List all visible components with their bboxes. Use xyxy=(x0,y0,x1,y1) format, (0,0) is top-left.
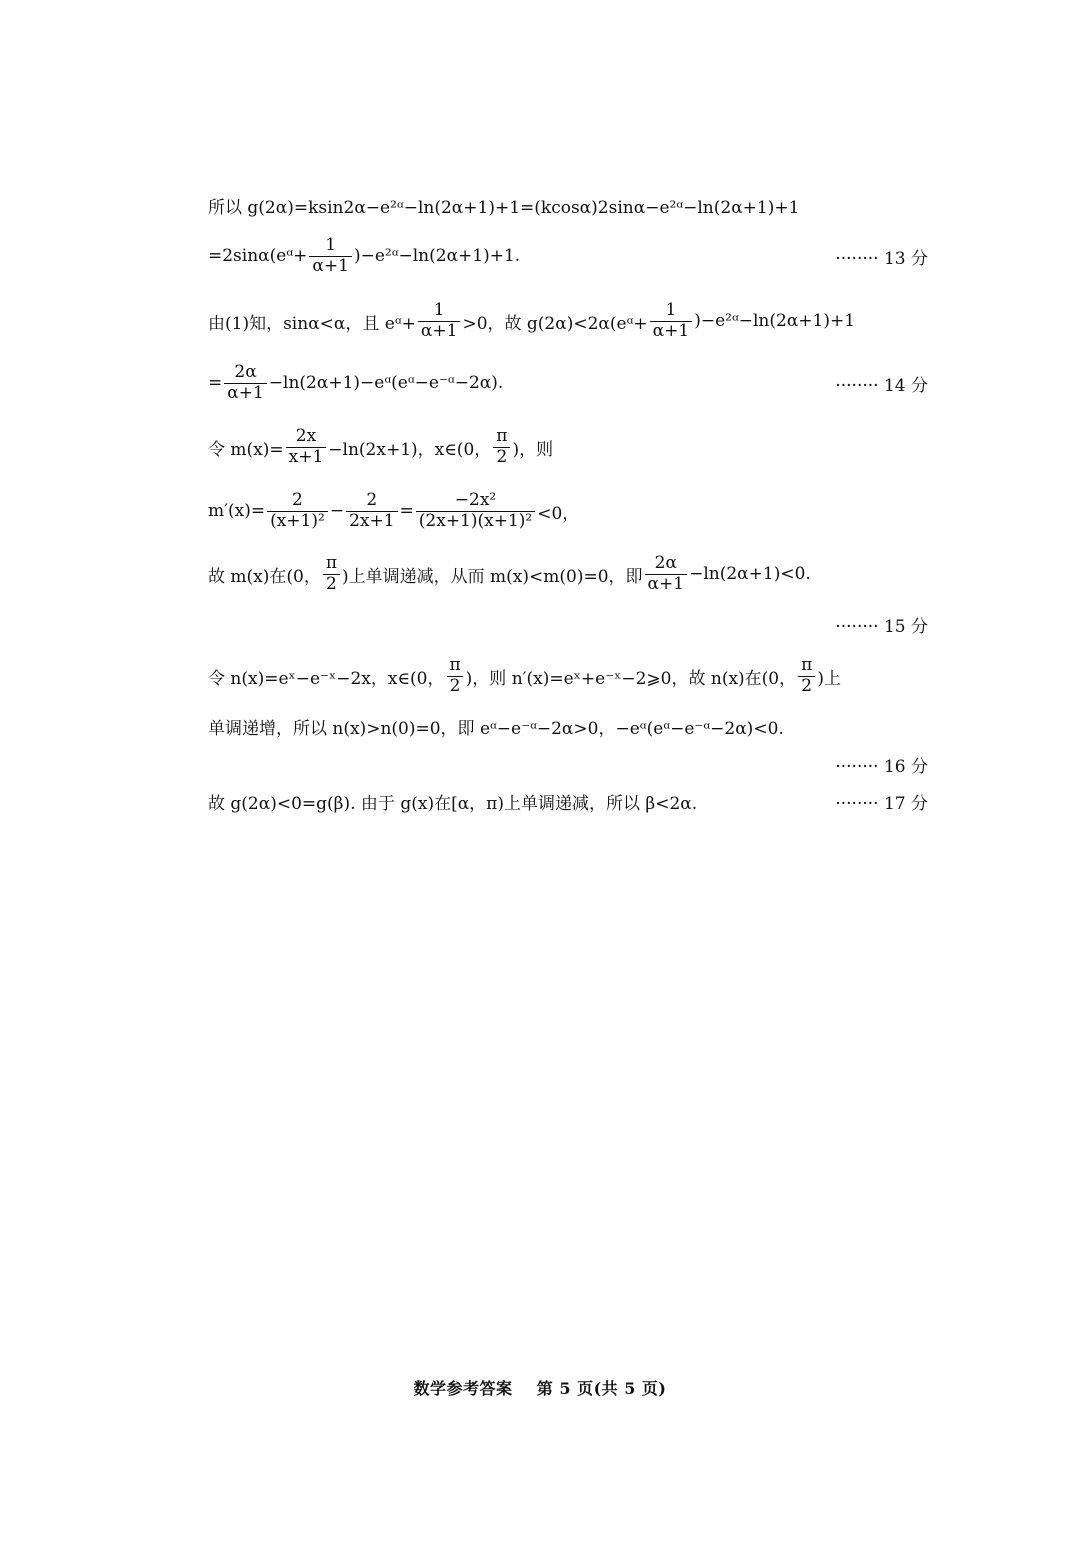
solution-line xyxy=(208,232,928,280)
fraction-denominator: (x+1)² xyxy=(267,511,328,531)
fraction-numerator: 2α xyxy=(654,552,677,573)
formula-text: )上单调递减，从而 m(x)<m(0)=0，即 xyxy=(342,566,643,587)
formula-text: )上 xyxy=(817,668,841,689)
solution-line xyxy=(208,359,928,407)
fraction xyxy=(798,654,815,696)
page-footer xyxy=(0,1376,1080,1399)
fraction-numerator: 2 xyxy=(292,489,303,510)
fraction-numerator: 2α xyxy=(234,361,257,382)
solution-line xyxy=(208,550,928,598)
formula-text: )−e²ᵅ−ln(2α+1)+1. xyxy=(353,246,521,266)
fraction xyxy=(416,489,535,531)
fraction-numerator: 2 xyxy=(366,489,378,510)
fraction-denominator: α+1 xyxy=(309,256,352,276)
fraction-denominator: x+1 xyxy=(286,447,327,467)
score-line xyxy=(208,609,928,639)
formula-text: m′(x)= xyxy=(208,501,266,521)
fraction-denominator: α+1 xyxy=(650,321,693,341)
fraction xyxy=(267,489,328,531)
formula-text: −ln(2x+1)，x∈(0， xyxy=(328,439,492,460)
formula-text: 令 n(x)=eˣ−e⁻ˣ−2x，x∈(0， xyxy=(208,668,445,689)
fraction xyxy=(286,425,327,467)
formula-text: 故 g(2α)<0=g(β). 由于 g(x)在[α，π)上单调递减，所以 β<2α. xyxy=(208,793,698,814)
fraction-denominator: 2x+1 xyxy=(346,511,397,531)
fraction xyxy=(493,425,510,467)
fraction xyxy=(418,299,461,341)
fraction-denominator: (2x+1)(x+1)² xyxy=(416,511,535,531)
fraction-numerator: 2x xyxy=(295,425,317,446)
score-marker: ········ 14 分 xyxy=(835,375,928,396)
score-marker: ········ 13 分 xyxy=(835,248,928,269)
formula-text: −ln(2α+1)<0. xyxy=(689,564,811,584)
formula-text: )−e²ᵅ−ln(2α+1)+1 xyxy=(694,311,856,331)
fraction-denominator: 2 xyxy=(447,676,464,696)
solution-line xyxy=(208,190,928,220)
formula-text: 令 m(x)= xyxy=(208,439,284,460)
fraction xyxy=(650,299,693,341)
solution-line xyxy=(208,423,928,471)
solution-line xyxy=(208,652,928,700)
fraction-numerator: π xyxy=(801,654,813,675)
formula-text: >0，故 g(2α)<2α(eᵅ+ xyxy=(462,313,648,334)
fraction-numerator: π xyxy=(325,552,338,573)
score-marker: ········ 16 分 xyxy=(835,756,928,777)
fraction xyxy=(224,361,267,403)
fraction-numerator: π xyxy=(449,654,461,675)
fraction xyxy=(309,234,352,276)
formula-text: )，则 xyxy=(512,439,554,460)
score-line xyxy=(208,749,928,779)
formula-text: 单调递增，所以 n(x)>n(0)=0，即 eᵅ−e⁻ᵅ−2α>0，−eᵅ(eᵅ−e⁻ᵅ−2α)<0. xyxy=(208,718,784,739)
formula-text: 所以 g(2α)=ksin2α−e²ᵅ−ln(2α+1)+1=(kcosα)2sinα−e²ᵅ−ln(2α+1)+1 xyxy=(208,197,800,218)
fraction-numerator: 1 xyxy=(325,234,337,255)
solution-line xyxy=(208,711,928,741)
fraction xyxy=(645,552,688,594)
fraction xyxy=(323,552,340,594)
fraction-denominator: α+1 xyxy=(645,574,688,594)
solution-line xyxy=(208,786,928,816)
fraction-numerator: π xyxy=(496,425,508,446)
fraction-denominator: 2 xyxy=(323,574,340,594)
formula-text: 由(1)知，sinα<α，且 eᵅ+ xyxy=(208,313,416,334)
solution-line xyxy=(208,487,928,535)
fraction-numerator: −2x² xyxy=(454,489,497,510)
formula-text: = xyxy=(208,373,223,393)
score-marker: ········ 17 分 xyxy=(835,793,928,814)
formula-text: 故 m(x)在(0， xyxy=(208,566,321,587)
fraction-numerator: 1 xyxy=(665,299,677,320)
footer-subject: 数学参考答案 xyxy=(413,1379,513,1398)
formula-text: = xyxy=(399,501,414,521)
fraction xyxy=(346,489,397,531)
fraction-denominator: α+1 xyxy=(224,383,267,403)
formula-text: =2sinα(eᵅ+ xyxy=(208,246,308,266)
fraction-denominator: 2 xyxy=(493,447,510,467)
fraction-denominator: α+1 xyxy=(418,321,461,341)
footer-page-number: 第 5 页(共 5 页) xyxy=(536,1379,667,1398)
fraction-numerator: 1 xyxy=(433,299,445,320)
solution-line xyxy=(208,297,928,345)
formula-text: <0， xyxy=(537,503,580,524)
fraction xyxy=(446,654,463,696)
formula-text: −ln(2α+1)−eᵅ(eᵅ−e⁻ᵅ−2α). xyxy=(268,373,504,393)
fraction-denominator: 2 xyxy=(798,676,815,696)
formula-text: − xyxy=(329,501,345,521)
score-marker: ········ 15 分 xyxy=(835,616,928,637)
formula-text: )，则 n′(x)=eˣ+e⁻ˣ−2⩾0，故 n(x)在(0， xyxy=(465,668,797,689)
